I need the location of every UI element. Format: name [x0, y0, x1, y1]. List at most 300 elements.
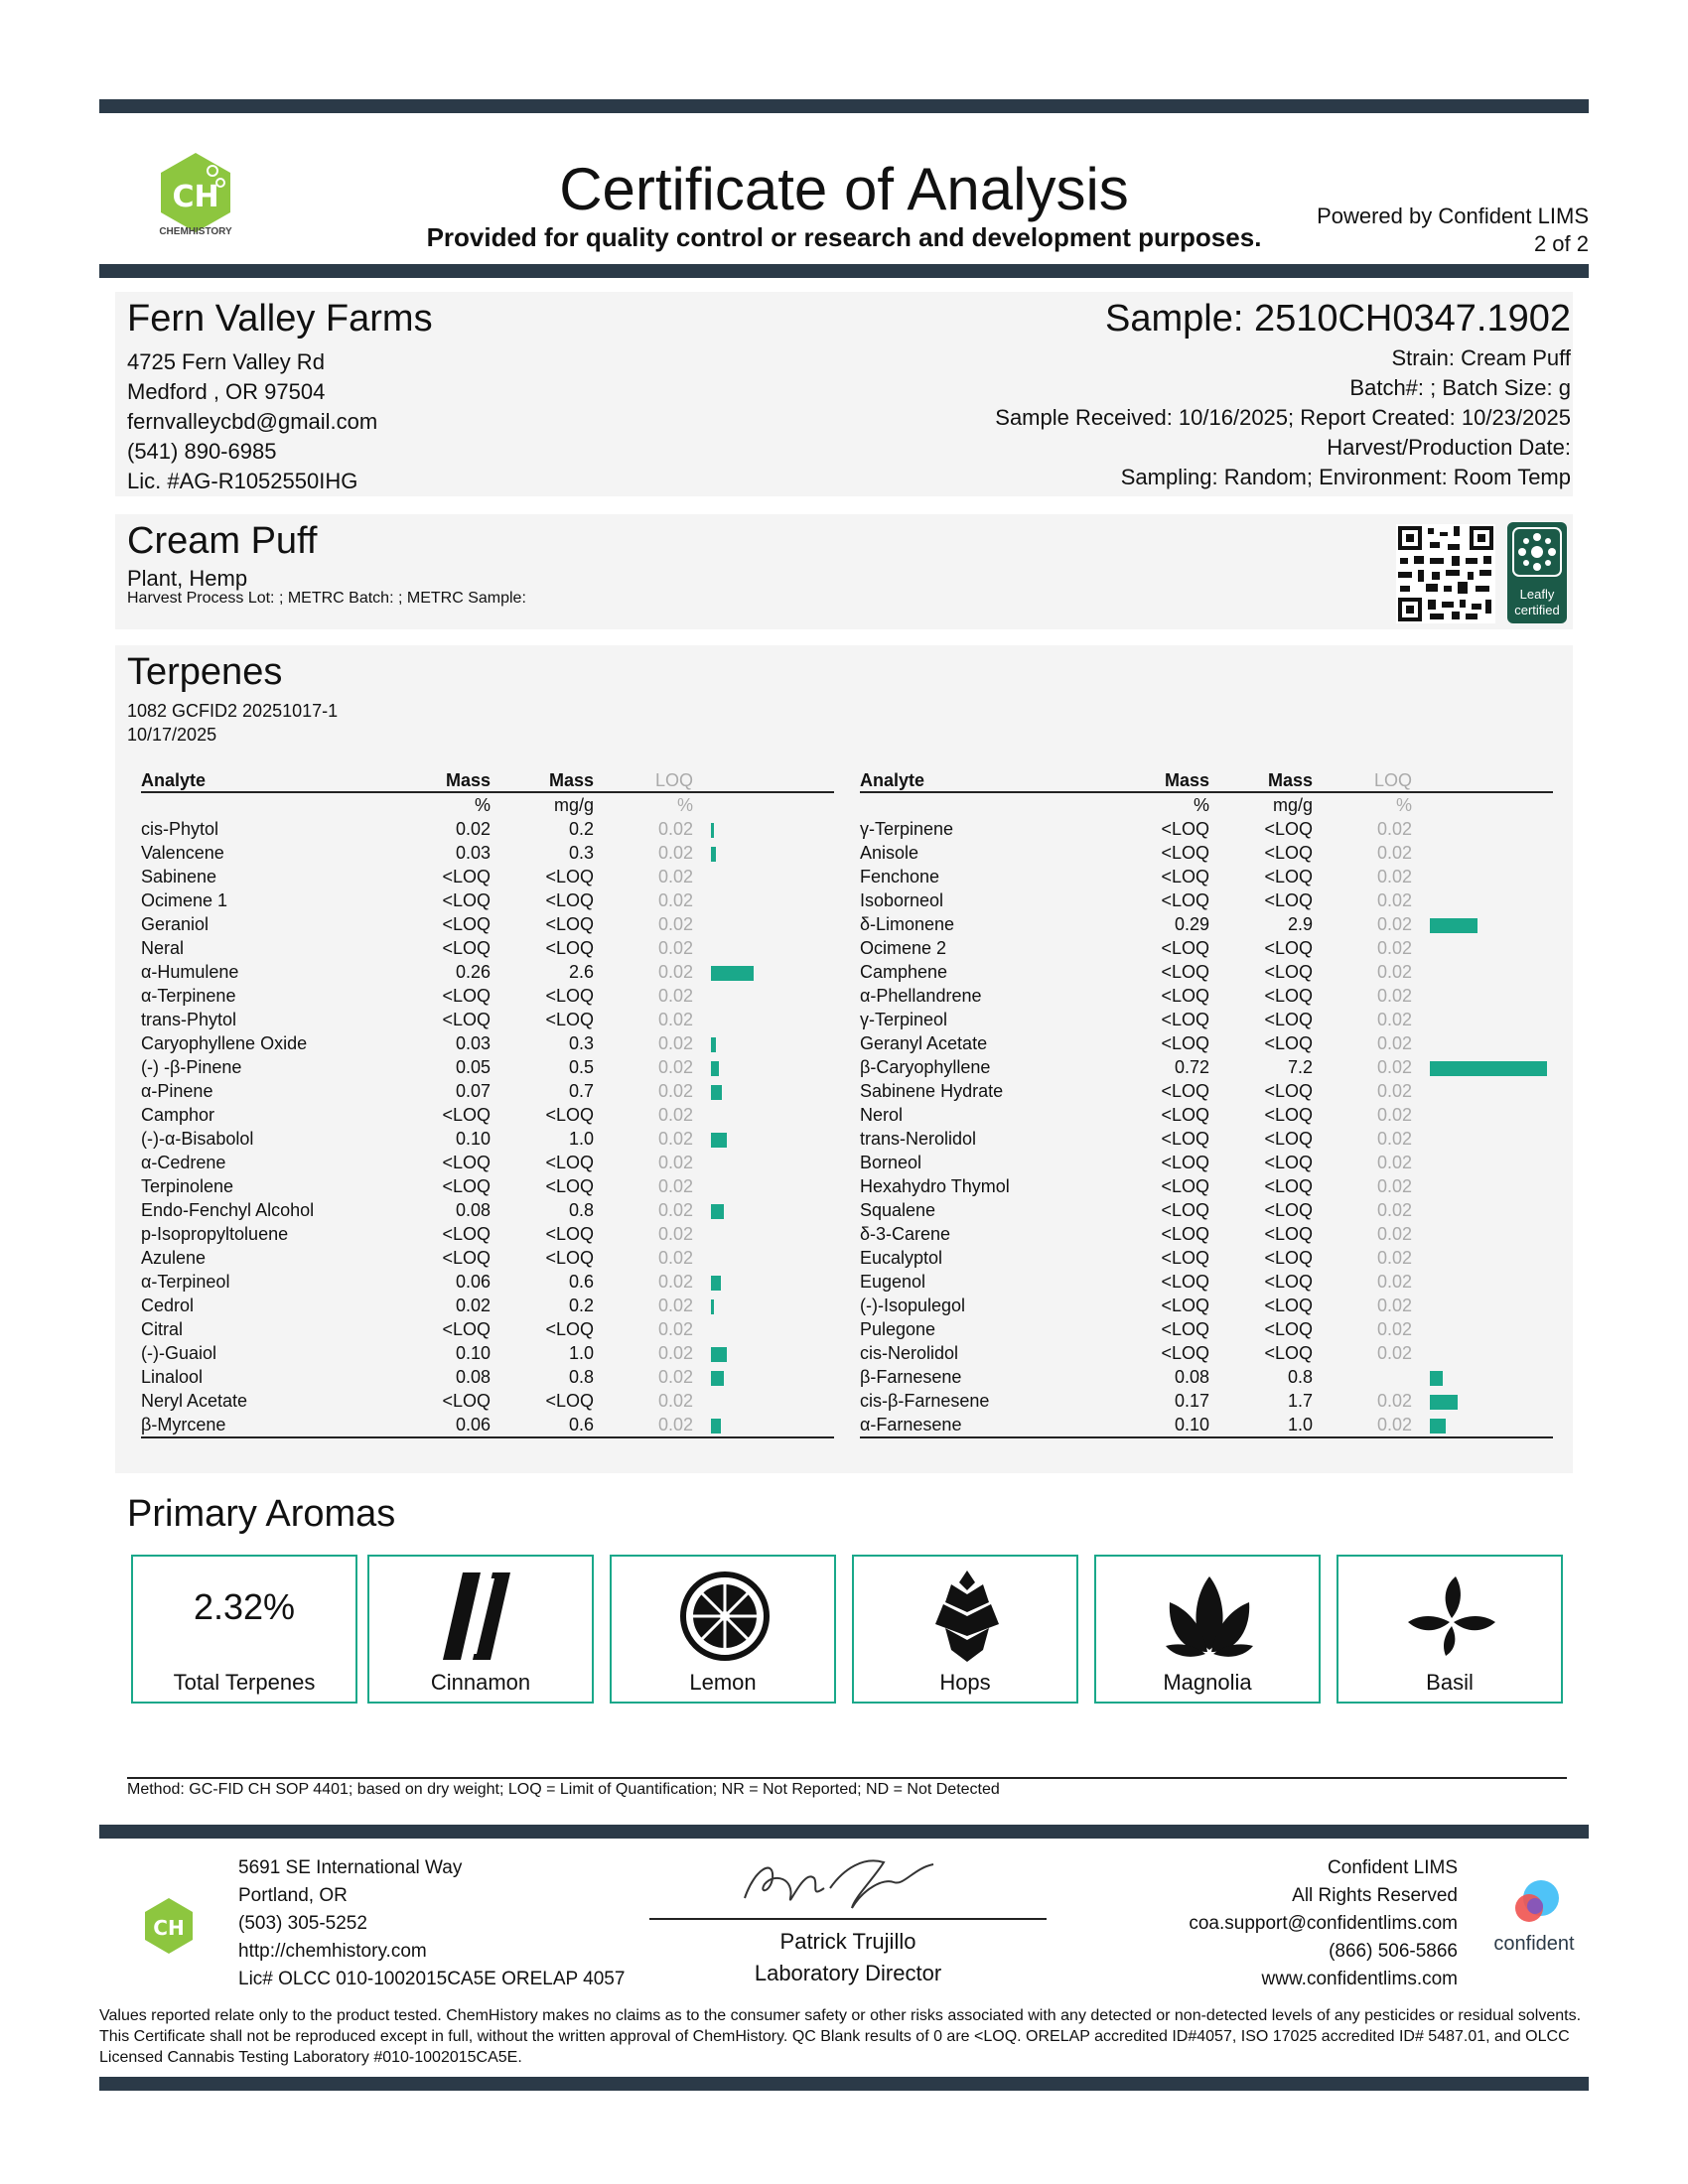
chemhistory-footer-logo	[139, 1896, 199, 1956]
terpene-bar	[711, 847, 716, 862]
loq-value: 0.02	[657, 1105, 693, 1125]
table-row	[860, 1008, 1553, 1031]
loq-value: 0.02	[657, 938, 693, 958]
analyte-name: cis-β-Farnesene	[860, 1391, 990, 1411]
loq-value: 0.02	[1376, 1129, 1412, 1149]
terpene-bar	[711, 1085, 722, 1100]
mass-pct: <LOQ	[1161, 1296, 1209, 1315]
bar-cell	[693, 1174, 834, 1198]
bar-cell	[1412, 1389, 1553, 1413]
table-row	[860, 841, 1553, 865]
table-row	[860, 865, 1553, 888]
terpenes-title: Terpenes	[127, 651, 283, 693]
mass-mg: 0.6	[568, 1272, 594, 1292]
loq-value: 0.02	[1376, 914, 1412, 934]
bar-cell	[693, 1389, 834, 1413]
confident-logo	[1479, 1878, 1589, 1958]
loq-value: 0.02	[1376, 1272, 1412, 1292]
table-row	[860, 1198, 1553, 1222]
analyte-name: Sabinene	[141, 867, 217, 887]
bar-cell	[1412, 1270, 1553, 1294]
confident-logo-text: confident	[1493, 1933, 1575, 1955]
loq-value: 0.02	[1376, 1105, 1412, 1125]
table-row	[860, 1222, 1553, 1246]
bar-cell	[1412, 1294, 1553, 1317]
aroma-label: Hops	[939, 1670, 991, 1695]
disclaimer: Values reported relate only to the product tested. ChemHistory makes no claims as to the consumer safety or other risks associated with any detected or non-detected levels of any pesticides or residual solvents. This Certificate shall not be reproduced except in full, without the written approval of ChemHistory. QC Blank results of 0 are <LOQ. ORELAP accredited ID#4057, ISO 17025 accredited ID# 5487.01, and OLCC Licensed Cannabis Testing Laboratory #010-1002015CA5E.	[99, 2007, 1582, 2066]
loq-value: 0.02	[657, 1343, 693, 1363]
loq-value: 0.02	[1376, 1296, 1412, 1315]
terpene-bar	[1430, 1395, 1458, 1410]
loq-value: 0.02	[657, 1176, 693, 1196]
loq-value: 0.02	[1376, 1224, 1412, 1244]
units-row	[141, 792, 834, 817]
bar-cell	[693, 1317, 834, 1341]
unit-pct: %	[474, 795, 491, 815]
table-row	[860, 936, 1553, 960]
mass-mg: 2.9	[1287, 914, 1313, 934]
sample-dates: Sample Received: 10/16/2025; Report Created: 10/23/2025	[995, 405, 1571, 430]
magnolia-icon	[1160, 1567, 1259, 1666]
analyte-name: trans-Nerolidol	[860, 1129, 977, 1149]
mass-pct: 0.02	[455, 1296, 491, 1315]
loq-value: 0.02	[657, 1367, 693, 1387]
mass-mg: <LOQ	[545, 914, 594, 934]
loq-value: 0.02	[657, 1319, 693, 1339]
analyte-name: Azulene	[141, 1248, 207, 1268]
analyte-name: α-Cedrene	[141, 1153, 226, 1172]
terpenes-table-right	[860, 768, 1553, 1438]
analyte-name: δ-Limonene	[860, 914, 955, 934]
bar-cell	[693, 1079, 834, 1103]
terpene-bar	[711, 1419, 721, 1433]
sample-harvest-date: Harvest/Production Date:	[1327, 435, 1571, 460]
bar-cell	[693, 1270, 834, 1294]
col-loq: LOQ	[1313, 768, 1412, 792]
client-phone: (541) 890-6985	[127, 439, 277, 464]
analyte-name: p-Isopropyltoluene	[141, 1224, 289, 1244]
bar-cell	[693, 984, 834, 1008]
mass-mg: 0.8	[568, 1200, 594, 1220]
analyte-name: α-Terpinene	[141, 986, 236, 1006]
table-row	[141, 1031, 834, 1055]
mass-pct: <LOQ	[1161, 1081, 1209, 1101]
mass-pct: <LOQ	[1161, 819, 1209, 839]
loq-value: 0.02	[1376, 1343, 1412, 1363]
table-row	[141, 865, 834, 888]
lims-website: www.confidentlims.com	[1261, 1969, 1458, 1989]
mass-pct: <LOQ	[1161, 1272, 1209, 1292]
analyte-name: Ocimene 1	[141, 890, 228, 910]
mass-mg: <LOQ	[1264, 843, 1313, 863]
bar-cell	[1412, 984, 1553, 1008]
sample-id: Sample: 2510CH0347.1902	[1104, 298, 1571, 340]
aroma-magnolia	[1094, 1555, 1321, 1704]
analyte-name: γ-Terpinene	[860, 819, 954, 839]
terpene-bar	[711, 1347, 727, 1362]
bar-cell	[693, 1198, 834, 1222]
mass-mg: <LOQ	[1264, 1272, 1313, 1292]
mass-pct: 0.08	[455, 1367, 491, 1387]
mass-pct: 0.05	[455, 1057, 491, 1077]
mass-mg: 0.3	[568, 1033, 594, 1053]
sample-batch: Batch#: ; Batch Size: g	[1349, 375, 1571, 400]
mass-mg: <LOQ	[1264, 1200, 1313, 1220]
terpene-bar	[711, 1133, 727, 1148]
mass-pct: <LOQ	[1161, 890, 1209, 910]
table-row	[860, 984, 1553, 1008]
table-row	[141, 912, 834, 936]
mass-pct: <LOQ	[442, 1319, 491, 1339]
analyte-name: α-Farnesene	[860, 1413, 1088, 1437]
mass-pct: 0.07	[455, 1081, 491, 1101]
unit-mg: mg/g	[553, 795, 594, 815]
sample-strain: Strain: Cream Puff	[1391, 345, 1571, 370]
table-row	[141, 1127, 834, 1151]
mass-pct: <LOQ	[442, 1248, 491, 1268]
mass-mg: 0.8	[1287, 1367, 1313, 1387]
table-row	[860, 1270, 1553, 1294]
mass-pct: <LOQ	[442, 938, 491, 958]
basil-icon	[1402, 1567, 1501, 1666]
analyte-name: (-) -β-Pinene	[141, 1057, 242, 1077]
mass-mg: 0.6	[491, 1413, 594, 1437]
mass-pct: 0.02	[455, 819, 491, 839]
bar-cell	[1412, 1079, 1553, 1103]
bar-cell	[693, 912, 834, 936]
mass-mg: <LOQ	[1264, 1224, 1313, 1244]
bar-cell	[693, 1008, 834, 1031]
bar-cell	[693, 1222, 834, 1246]
table-row	[860, 1151, 1553, 1174]
terpene-bar	[711, 823, 714, 838]
qr-code	[1396, 524, 1495, 623]
cinnamon-icon	[433, 1567, 532, 1666]
loq-value: 0.02	[657, 867, 693, 887]
table-row	[141, 888, 834, 912]
bar-cell	[1412, 912, 1553, 936]
aroma-basil	[1336, 1555, 1563, 1704]
table-row	[860, 912, 1553, 936]
unit-mg: mg/g	[1272, 795, 1313, 815]
mass-mg: 0.5	[568, 1057, 594, 1077]
bottom-bar	[99, 2077, 1589, 2091]
analyte-name: cis-Phytol	[141, 819, 219, 839]
total-terpenes-value: 2.32%	[193, 1586, 296, 1627]
table-row	[141, 1008, 834, 1031]
bar-cell	[693, 841, 834, 865]
method-divider	[127, 1777, 1567, 1779]
bar-cell	[693, 1294, 834, 1317]
table-row	[141, 1413, 834, 1437]
loq-value: 0.02	[657, 1391, 693, 1411]
mass-mg: <LOQ	[1264, 1081, 1313, 1101]
loq-value: 0.02	[657, 1153, 693, 1172]
bar-cell	[1412, 1031, 1553, 1055]
analyte-name: Neral	[141, 938, 185, 958]
loq-value: 0.02	[657, 914, 693, 934]
mass-mg: <LOQ	[1264, 890, 1313, 910]
terpene-bar	[1430, 918, 1477, 933]
leafly-certified-badge	[1507, 522, 1567, 623]
loq-value: 0.02	[657, 890, 693, 910]
analyte-name: Endo-Fenchyl Alcohol	[141, 1200, 315, 1220]
lab-website: http://chemhistory.com	[238, 1941, 427, 1962]
bar-cell	[1412, 1103, 1553, 1127]
mass-pct: <LOQ	[1161, 1129, 1209, 1149]
signer-title: Laboratory Director	[754, 1961, 942, 1985]
analyte-name: Squalene	[860, 1200, 936, 1220]
mass-pct: <LOQ	[442, 986, 491, 1006]
client-info	[127, 347, 377, 496]
terpenes-instrument: 1082 GCFID2 20251017-1	[127, 701, 339, 721]
bar-cell	[693, 1031, 834, 1055]
analyte-name: Caryophyllene Oxide	[141, 1033, 308, 1053]
signer	[649, 1926, 1047, 1989]
analyte-name: Fenchone	[860, 867, 940, 887]
table-row	[860, 1055, 1553, 1079]
loq-value: 0.02	[657, 1010, 693, 1029]
top-bar	[99, 99, 1589, 113]
mass-pct: 0.72	[1174, 1057, 1209, 1077]
analyte-name: Linalool	[141, 1367, 204, 1387]
loq-value: 0.02	[1376, 1391, 1412, 1411]
mass-pct: <LOQ	[1161, 1153, 1209, 1172]
footer-divider	[99, 1825, 1589, 1839]
unit-loq: %	[676, 795, 693, 815]
client-license: Lic. #AG-R1052550IHG	[127, 469, 358, 493]
table-row	[141, 1198, 834, 1222]
unit-pct: %	[1193, 795, 1209, 815]
total-terpenes-box	[131, 1555, 357, 1704]
terpenes-meta	[127, 699, 338, 747]
lab-phone: (503) 305-5252	[238, 1913, 367, 1934]
analyte-name: Borneol	[860, 1153, 922, 1172]
col-analyte: Analyte	[141, 768, 369, 792]
table-row	[860, 1341, 1553, 1365]
table-row	[860, 1127, 1553, 1151]
loq-value: 0.02	[1376, 867, 1412, 887]
lab-info	[238, 1854, 625, 1993]
aroma-label: Lemon	[689, 1670, 757, 1695]
lims-rights: All Rights Reserved	[1292, 1885, 1458, 1906]
table-row	[141, 1389, 834, 1413]
product-lot-info: Harvest Process Lot: ; METRC Batch: ; METRC Sample:	[127, 590, 526, 607]
mass-mg: <LOQ	[1264, 1296, 1313, 1315]
page-title: Certificate of Analysis	[559, 156, 1129, 222]
terpene-bar	[1430, 1371, 1443, 1386]
mass-mg: <LOQ	[1264, 1129, 1313, 1149]
sample-sampling: Sampling: Random; Environment: Room Temp	[1120, 465, 1571, 489]
aroma-label: Cinnamon	[430, 1670, 531, 1695]
mass-mg: <LOQ	[545, 1105, 594, 1125]
col-mass-mg: Mass	[1209, 768, 1313, 792]
terpenes-body-right	[860, 792, 1553, 1437]
unit-loq: %	[1395, 795, 1412, 815]
table-row	[141, 960, 834, 984]
mass-pct: 0.26	[455, 962, 491, 982]
table-row	[141, 984, 834, 1008]
mass-pct: <LOQ	[442, 914, 491, 934]
mass-mg: <LOQ	[545, 1010, 594, 1029]
bar-cell	[1412, 1127, 1553, 1151]
loq-value: 0.02	[657, 962, 693, 982]
loq-value: 0.02	[657, 1248, 693, 1268]
product-type: Plant, Hemp	[127, 566, 248, 591]
table-row	[141, 1365, 834, 1389]
analyte-name: Hexahydro Thymol	[860, 1176, 1010, 1196]
bar-cell	[693, 1103, 834, 1127]
table-row	[860, 1079, 1553, 1103]
bar-cell	[1412, 1341, 1553, 1365]
product-panel	[115, 514, 1573, 629]
terpene-bar	[711, 966, 754, 981]
loq-value: 0.02	[1376, 1081, 1412, 1101]
loq-value: 0.02	[1376, 1200, 1412, 1220]
analyte-name: Camphor	[141, 1105, 215, 1125]
table-row	[141, 841, 834, 865]
terpene-bar	[711, 1299, 714, 1314]
loq-value	[1313, 1365, 1412, 1389]
signature	[735, 1848, 953, 1918]
bar-cell	[693, 1151, 834, 1174]
mass-mg: <LOQ	[1264, 1319, 1313, 1339]
mass-mg: <LOQ	[545, 1319, 594, 1339]
loq-value: 0.02	[657, 1129, 693, 1149]
mass-mg: <LOQ	[1264, 1105, 1313, 1125]
table-row	[860, 1174, 1553, 1198]
terpene-bar	[1430, 1419, 1446, 1433]
bar-cell	[693, 888, 834, 912]
mass-mg: <LOQ	[545, 1391, 594, 1411]
mass-mg: 1.0	[1209, 1413, 1313, 1437]
loq-value: 0.02	[1376, 1153, 1412, 1172]
mass-mg: <LOQ	[1264, 819, 1313, 839]
mass-mg: <LOQ	[545, 1153, 594, 1172]
lab-license: Lic# OLCC 010-1002015CA5E ORELAP 4057	[238, 1969, 626, 1989]
analyte-name: trans-Phytol	[141, 1010, 237, 1029]
bar-cell	[693, 936, 834, 960]
loq-value: 0.02	[1376, 1010, 1412, 1029]
bar-cell	[1412, 1198, 1553, 1222]
bar-cell	[1412, 1055, 1553, 1079]
terpene-bar	[711, 1061, 719, 1076]
analyte-name: cis-Nerolidol	[860, 1343, 959, 1363]
aroma-lemon	[610, 1555, 836, 1704]
mass-pct: 0.08	[1174, 1367, 1209, 1387]
terpene-bar	[711, 1371, 724, 1386]
leafly-leaf-icon	[1507, 522, 1567, 582]
analyte-name: Nerol	[860, 1105, 904, 1125]
analyte-name: (-)-α-Bisabolol	[141, 1129, 254, 1149]
loq-value: 0.02	[1376, 1176, 1412, 1196]
product-name: Cream Puff	[127, 520, 318, 562]
bar-cell	[693, 1246, 834, 1270]
mass-mg: 1.0	[568, 1343, 594, 1363]
loq-value: 0.02	[1376, 962, 1412, 982]
mass-pct: 0.10	[455, 1343, 491, 1363]
bar-cell	[1412, 841, 1553, 865]
client-email: fernvalleycbd@gmail.com	[127, 409, 378, 434]
mass-pct: <LOQ	[1161, 1176, 1209, 1196]
analyte-name: α-Phellandrene	[860, 986, 982, 1006]
bar-cell	[1412, 1151, 1553, 1174]
loq-value: 0.02	[657, 1224, 693, 1244]
mass-mg: <LOQ	[545, 938, 594, 958]
mass-mg: 0.2	[568, 1296, 594, 1315]
bar-cell	[693, 865, 834, 888]
table-row	[860, 888, 1553, 912]
mass-pct: <LOQ	[442, 1153, 491, 1172]
terpene-bar	[711, 1276, 721, 1291]
signer-name: Patrick Trujillo	[779, 1929, 916, 1954]
analyte-name: β-Farnesene	[860, 1367, 962, 1387]
aroma-cinnamon	[367, 1555, 594, 1704]
bar-cell	[1412, 936, 1553, 960]
col-mass-pct: Mass	[369, 768, 491, 792]
confident-logo-icon	[1479, 1878, 1589, 1928]
table-row	[860, 1317, 1553, 1341]
mass-mg: <LOQ	[1264, 962, 1313, 982]
lims-info	[1189, 1854, 1458, 1993]
svg-text:CH: CH	[172, 180, 219, 214]
mass-pct: 0.29	[1174, 914, 1209, 934]
bar-cell	[693, 1127, 834, 1151]
mass-pct: <LOQ	[1161, 1343, 1209, 1363]
bar-cell	[693, 960, 834, 984]
table-row	[141, 1317, 834, 1341]
col-analyte: Analyte	[860, 768, 1088, 792]
lims-email: coa.support@confidentlims.com	[1189, 1913, 1458, 1934]
analyte-name: β-Myrcene	[141, 1413, 369, 1437]
mass-mg: <LOQ	[1264, 1248, 1313, 1268]
loq-value: 0.02	[657, 1081, 693, 1101]
analyte-name: Geraniol	[141, 914, 210, 934]
mass-pct: <LOQ	[1161, 1033, 1209, 1053]
table-row	[141, 1294, 834, 1317]
loq-value: 0.02	[657, 819, 693, 839]
mass-pct: <LOQ	[1161, 1224, 1209, 1244]
lab-address-line2: Portland, OR	[238, 1885, 348, 1906]
bar-cell	[1412, 865, 1553, 888]
loq-value: 0.02	[1376, 986, 1412, 1006]
analyte-name: α-Terpineol	[141, 1272, 230, 1292]
bar-cell	[693, 1365, 834, 1389]
analyte-name: Terpinolene	[141, 1176, 234, 1196]
mass-mg: 0.2	[568, 819, 594, 839]
mass-mg: 1.0	[568, 1129, 594, 1149]
mass-mg: <LOQ	[1264, 938, 1313, 958]
lims-phone: (866) 506-5866	[1329, 1941, 1458, 1962]
hops-icon	[917, 1567, 1017, 1666]
client-address-line2: Medford , OR 97504	[127, 379, 326, 404]
analyte-name: Ocimene 2	[860, 938, 947, 958]
terpenes-date: 10/17/2025	[127, 725, 217, 745]
analyte-name: Sabinene Hydrate	[860, 1081, 1004, 1101]
loq-value: 0.02	[1376, 1057, 1412, 1077]
table-row	[860, 1413, 1553, 1437]
mass-mg: <LOQ	[1264, 1033, 1313, 1053]
table-header-row	[860, 768, 1553, 792]
loq-value: 0.02	[594, 1413, 693, 1437]
powered-by-text: Powered by Confident LIMS	[1317, 204, 1589, 228]
mass-pct: <LOQ	[1161, 986, 1209, 1006]
analyte-name: Citral	[141, 1319, 184, 1339]
table-row	[860, 1246, 1553, 1270]
table-row	[141, 1341, 834, 1365]
analyte-name: Eucalyptol	[860, 1248, 943, 1268]
powered-by	[1317, 203, 1589, 258]
